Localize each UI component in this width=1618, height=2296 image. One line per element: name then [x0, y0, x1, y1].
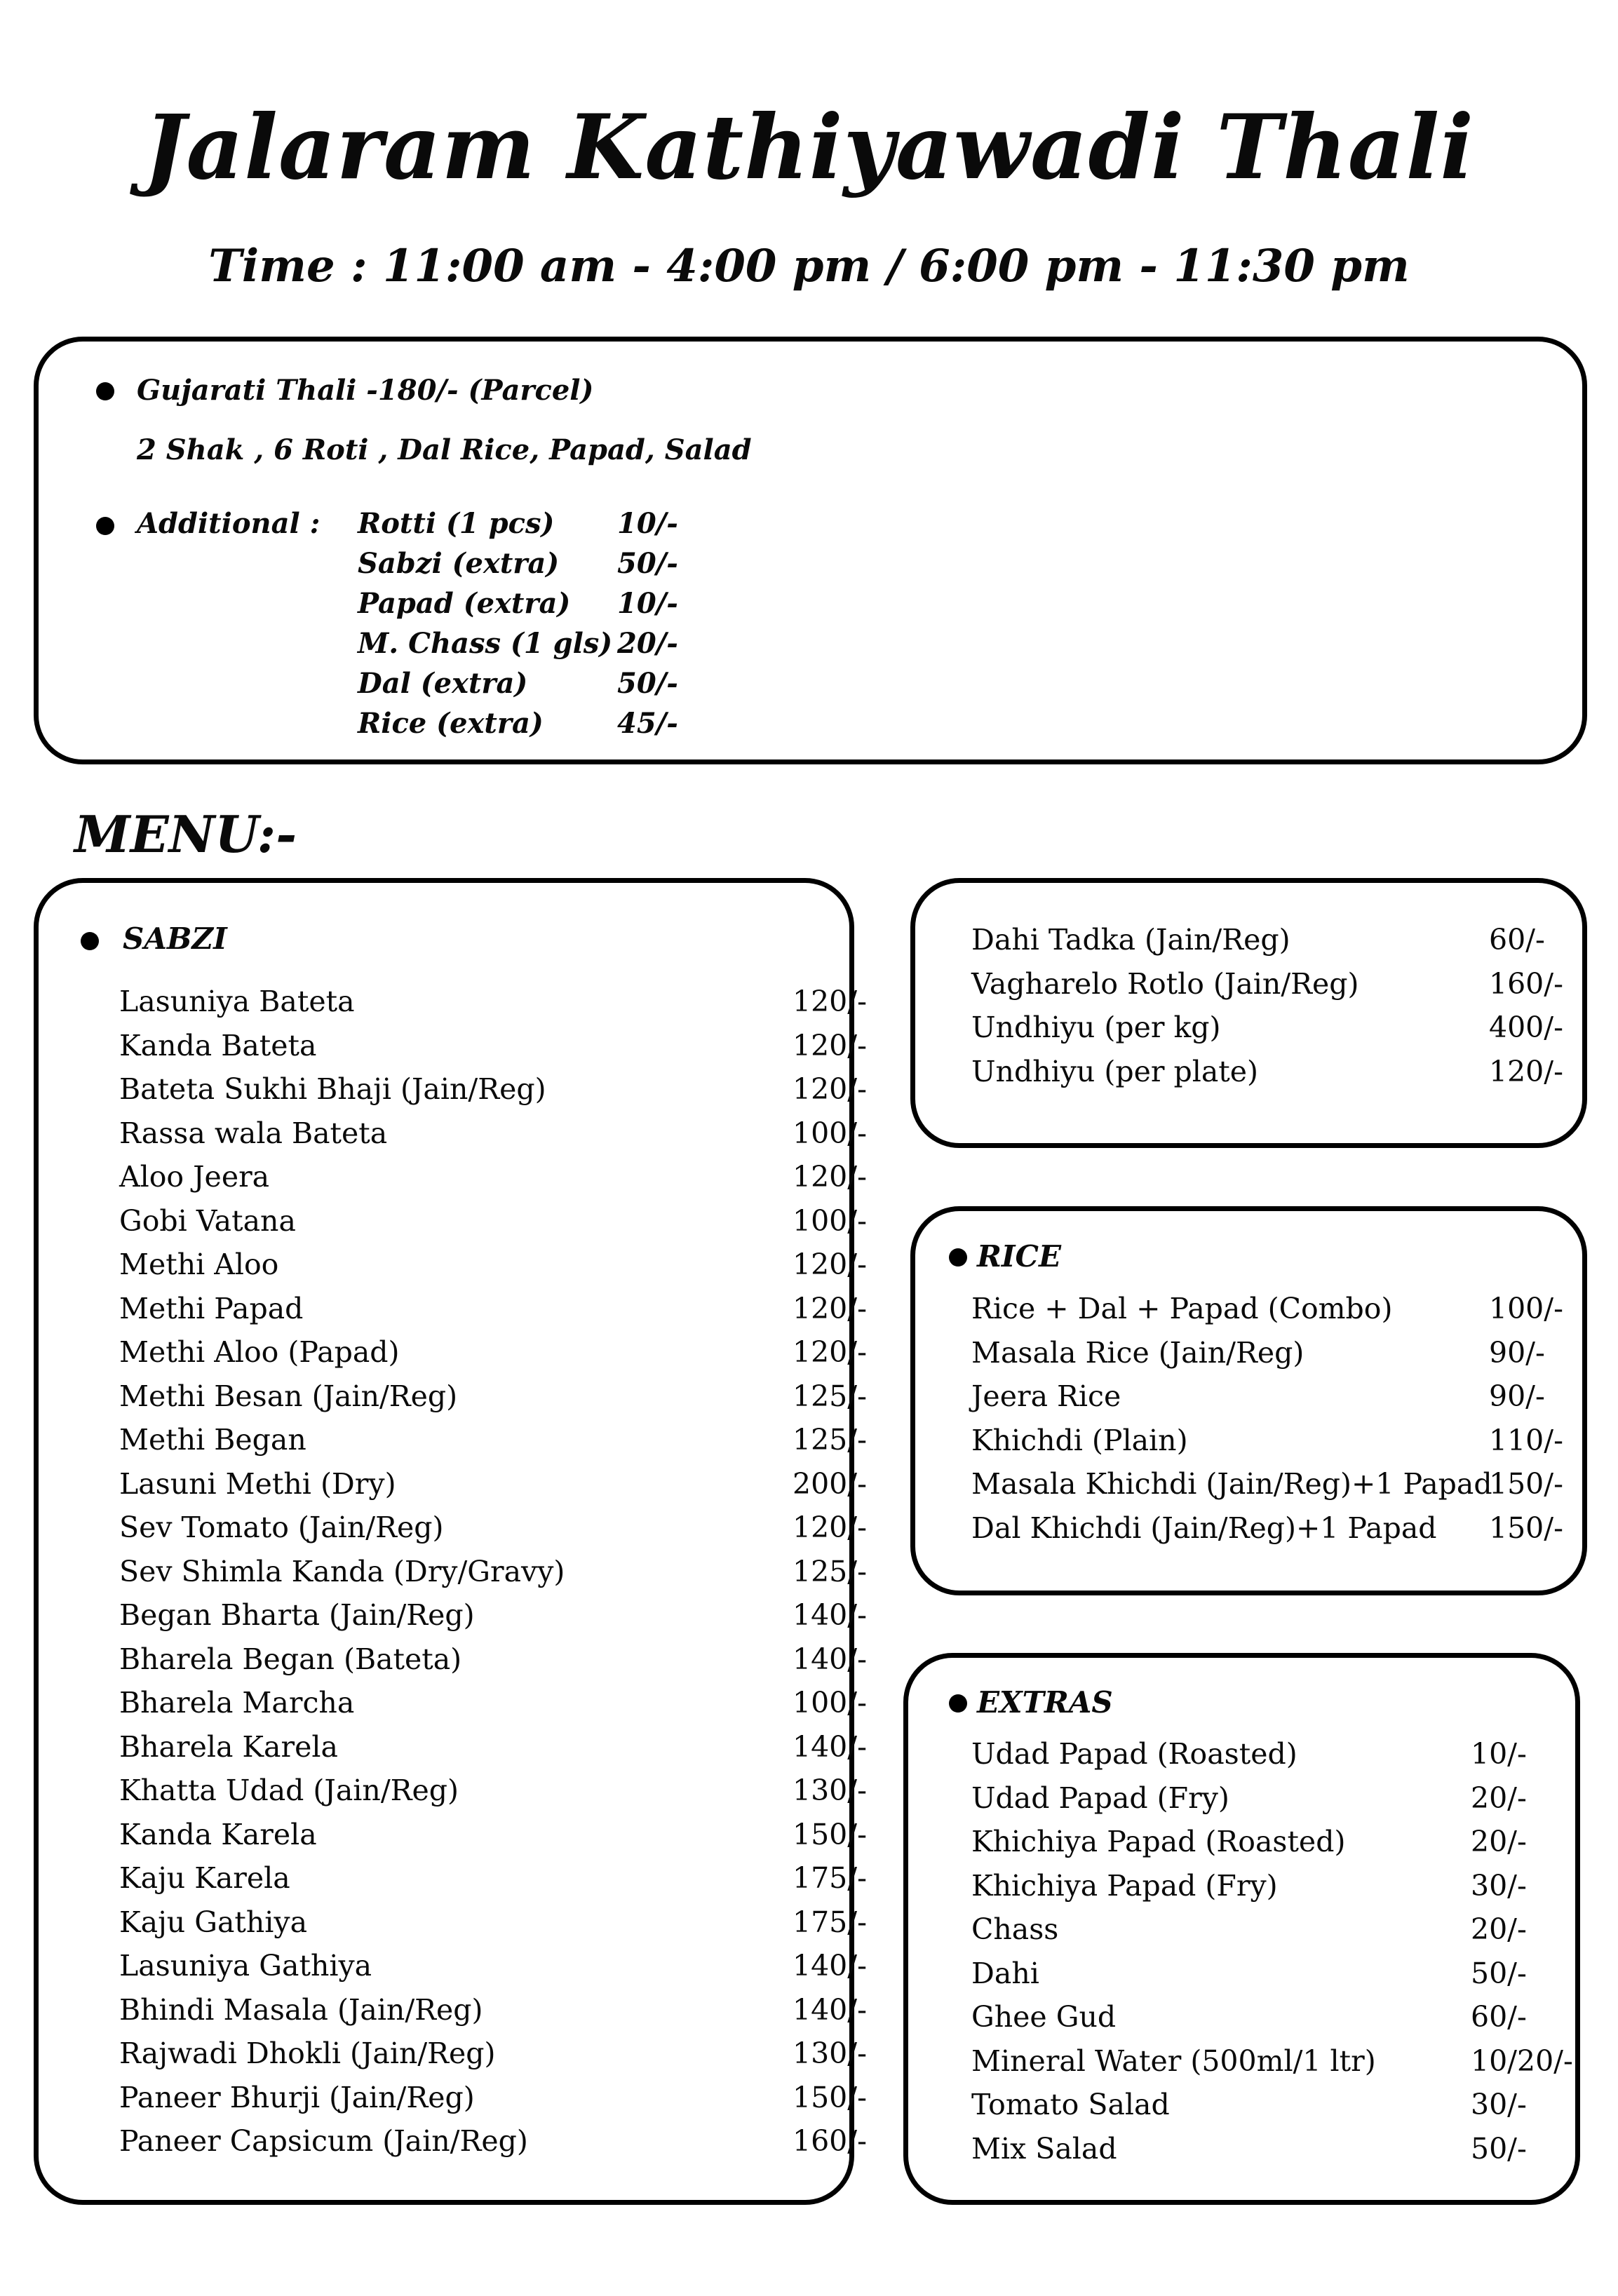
item-price: 50/- — [1471, 2131, 1527, 2166]
item-price: 125/- — [793, 1423, 867, 1457]
list-item — [119, 1902, 867, 1946]
item-price: 150/- — [1489, 1467, 1563, 1501]
item-price: 130/- — [793, 2037, 867, 2070]
list-item — [119, 1814, 867, 1858]
list-item — [119, 1332, 867, 1376]
item-price: 130/- — [793, 1774, 867, 1807]
list-item — [971, 1420, 1568, 1464]
item-name: Chass — [971, 1912, 1059, 1946]
item-price: 120/- — [793, 1028, 867, 1062]
list-item — [119, 1288, 867, 1332]
item-price: 100/- — [793, 1116, 867, 1150]
item-name: Paneer Bhurji (Jain/Reg) — [119, 2080, 475, 2114]
sabzi-panel — [34, 878, 867, 2205]
list-item — [119, 1069, 867, 1113]
additional-item-price: 10/- — [617, 507, 678, 540]
list-item — [971, 2041, 1575, 2085]
item-name: Undhiyu (per plate) — [971, 1054, 1258, 1088]
additional-item — [358, 504, 722, 544]
item-name: Khatta Udad (Jain/Reg) — [119, 1774, 459, 1807]
additional-item-price: 50/- — [617, 667, 678, 700]
additional-label: Additional : — [137, 507, 321, 540]
list-item — [971, 1508, 1568, 1552]
item-price: 100/- — [1489, 1292, 1563, 1325]
item-name: Rice + Dal + Papad (Combo) — [971, 1292, 1393, 1325]
list-item — [119, 981, 867, 1025]
item-price: 20/- — [1471, 1781, 1527, 1815]
list-item — [119, 1201, 867, 1245]
extras-title: EXTRAS — [977, 1685, 1113, 1720]
item-name: Dal Khichdi (Jain/Reg)+1 Papad — [971, 1511, 1437, 1545]
item-name: Tomato Salad — [971, 2088, 1170, 2121]
list-item — [119, 1113, 867, 1157]
list-item — [971, 2128, 1575, 2173]
list-item — [119, 1551, 867, 1595]
item-price: 175/- — [793, 1905, 867, 1939]
list-item — [971, 1051, 1568, 1095]
list-item — [971, 1821, 1575, 1865]
item-name: Rajwadi Dhokli (Jain/Reg) — [119, 2037, 496, 2070]
item-name: Methi Aloo — [119, 1248, 279, 1281]
additional-item-name: Papad (extra) — [358, 587, 571, 620]
additional-item-name: Rotti (1 pcs) — [358, 507, 555, 540]
item-name: Khichdi (Plain) — [971, 1423, 1188, 1457]
list-item — [119, 1770, 867, 1814]
list-item — [119, 1682, 867, 1727]
bullet-icon — [949, 1694, 967, 1713]
item-name: Gobi Vatana — [119, 1203, 296, 1238]
list-item — [971, 1007, 1568, 1051]
list-item — [119, 1990, 867, 2034]
list-item — [119, 2077, 867, 2121]
thali-panel — [34, 337, 1587, 764]
item-name: Undhiyu (per kg) — [971, 1011, 1221, 1044]
list-item — [971, 1376, 1568, 1420]
bullet-icon — [949, 1248, 967, 1267]
additional-item — [358, 664, 722, 704]
item-name: Dahi Tadka (Jain/Reg) — [971, 923, 1290, 957]
thali-title: Gujarati Thali -180/- (Parcel) — [137, 374, 594, 407]
item-name: Mix Salad — [971, 2131, 1117, 2166]
item-price: 100/- — [793, 1686, 867, 1720]
item-name: Dahi — [971, 1956, 1039, 1990]
item-name: Vagharelo Rotlo (Jain/Reg) — [971, 966, 1359, 1001]
additional-item-name: Dal (extra) — [358, 667, 528, 700]
item-name: Mineral Water (500ml/1 ltr) — [971, 2044, 1376, 2078]
bullet-icon — [81, 932, 99, 950]
item-price: 150/- — [793, 2080, 867, 2114]
list-item — [971, 1464, 1568, 1508]
list-item — [119, 1595, 867, 1639]
item-name: Khichiya Papad (Fry) — [971, 1868, 1278, 1903]
additional-item — [358, 584, 722, 624]
item-price: 125/- — [793, 1379, 867, 1413]
list-item — [971, 964, 1568, 1008]
item-name: Lasuniya Gathiya — [119, 1949, 372, 1983]
item-price: 140/- — [793, 1949, 867, 1983]
item-price: 140/- — [793, 1642, 867, 1676]
item-price: 400/- — [1489, 1011, 1563, 1044]
list-item — [971, 1865, 1575, 1910]
item-price: 50/- — [1471, 1956, 1527, 1990]
item-name: Sev Tomato (Jain/Reg) — [119, 1511, 444, 1544]
additional-item — [358, 544, 722, 584]
item-name: Sev Shimla Kanda (Dry/Gravy) — [119, 1554, 565, 1588]
item-name: Kanda Bateta — [119, 1028, 317, 1062]
list-item — [119, 1639, 867, 1683]
item-price: 160/- — [1489, 966, 1563, 1001]
list-item — [119, 1727, 867, 1771]
item-price: 140/- — [793, 1598, 867, 1632]
list-item — [971, 1909, 1575, 1953]
item-name: Methi Besan (Jain/Reg) — [119, 1379, 458, 1413]
item-price: 150/- — [793, 1817, 867, 1851]
item-name: Methi Began — [119, 1423, 306, 1457]
item-name: Bharela Karela — [119, 1729, 338, 1764]
item-price: 30/- — [1471, 1868, 1527, 1903]
item-price: 20/- — [1471, 1912, 1527, 1946]
item-name: Kanda Karela — [119, 1817, 317, 1851]
thali-contents: 2 Shak , 6 Roti , Dal Rice, Papad, Salad — [137, 433, 752, 466]
item-name: Kaju Gathiya — [119, 1905, 308, 1939]
item-name: Bateta Sukhi Bhaji (Jain/Reg) — [119, 1072, 546, 1106]
specials-panel — [910, 878, 1587, 1148]
item-name: Kaju Karela — [119, 1861, 290, 1895]
extras-panel — [903, 1653, 1580, 2205]
rice-panel — [910, 1206, 1587, 1595]
rice-title: RICE — [977, 1239, 1061, 1274]
item-price: 160/- — [793, 2124, 867, 2158]
list-item — [119, 1025, 867, 1069]
list-item — [119, 1464, 867, 1508]
item-name: Ghee Gud — [971, 2000, 1117, 2034]
item-name: Lasuni Methi (Dry) — [119, 1466, 396, 1501]
list-item — [971, 1734, 1575, 1778]
item-name: Rassa wala Bateta — [119, 1116, 388, 1150]
additional-item-name: M. Chass (1 gls) — [358, 627, 613, 660]
item-name: Bharela Marcha — [119, 1686, 355, 1720]
item-price: 30/- — [1471, 2088, 1527, 2121]
item-name: Lasuniya Bateta — [119, 985, 355, 1018]
item-price: 175/- — [793, 1861, 867, 1895]
additional-item-price: 10/- — [617, 587, 678, 620]
list-item — [119, 1419, 867, 1464]
bullet-icon — [96, 517, 114, 535]
item-name: Masala Khichdi (Jain/Reg)+1 Papad — [971, 1467, 1492, 1501]
item-price: 125/- — [793, 1554, 867, 1588]
item-price: 120/- — [793, 1160, 867, 1194]
item-price: 90/- — [1489, 1379, 1545, 1413]
bullet-icon — [96, 382, 114, 400]
item-price: 120/- — [1489, 1054, 1563, 1088]
list-item — [971, 1332, 1568, 1377]
list-item — [971, 1953, 1575, 1997]
list-item — [971, 1778, 1575, 1822]
item-name: Aloo Jeera — [119, 1160, 270, 1194]
item-name: Bhindi Masala (Jain/Reg) — [119, 1992, 483, 2027]
item-price: 120/- — [793, 1291, 867, 1325]
sabzi-title: SABZI — [123, 921, 227, 956]
item-price: 10/- — [1471, 1737, 1527, 1771]
item-name: Methi Aloo (Papad) — [119, 1335, 400, 1369]
list-item — [119, 1244, 867, 1288]
item-price: 120/- — [793, 1248, 867, 1281]
menu-heading: MENU:- — [74, 804, 297, 864]
item-name: Udad Papad (Roasted) — [971, 1737, 1297, 1771]
item-price: 120/- — [793, 1072, 867, 1106]
item-price: 120/- — [793, 1511, 867, 1544]
list-item — [119, 1156, 867, 1201]
opening-hours: Time : 11:00 am - 4:00 pm / 6:00 pm - 11:30 pm — [208, 240, 1410, 292]
list-item — [971, 2084, 1575, 2128]
additional-item-price: 45/- — [617, 707, 678, 740]
list-item — [119, 1376, 867, 1420]
list-item — [119, 1858, 867, 1902]
item-name: Began Bharta (Jain/Reg) — [119, 1598, 475, 1632]
list-item — [971, 1997, 1575, 2041]
additional-item-price: 20/- — [617, 627, 678, 660]
item-name: Paneer Capsicum (Jain/Reg) — [119, 2124, 528, 2158]
item-name: Khichiya Papad (Roasted) — [971, 1825, 1346, 1858]
item-price: 20/- — [1471, 1825, 1527, 1858]
item-price: 100/- — [793, 1203, 867, 1238]
item-price: 150/- — [1489, 1511, 1563, 1545]
list-item — [971, 919, 1568, 964]
item-price: 120/- — [793, 1335, 867, 1369]
item-price: 60/- — [1489, 923, 1545, 957]
item-name: Masala Rice (Jain/Reg) — [971, 1335, 1304, 1370]
list-item — [119, 2033, 867, 2077]
additional-item — [358, 624, 722, 664]
item-name: Bharela Began (Bateta) — [119, 1642, 462, 1676]
list-item — [119, 2121, 867, 2165]
additional-item-price: 50/- — [617, 547, 678, 580]
item-price: 120/- — [793, 985, 867, 1018]
item-price: 110/- — [1489, 1423, 1563, 1457]
list-item — [119, 1945, 867, 1990]
additional-item-name: Rice (extra) — [358, 707, 544, 740]
list-item — [971, 1288, 1568, 1332]
item-price: 140/- — [793, 1992, 867, 2027]
item-name: Udad Papad (Fry) — [971, 1781, 1229, 1815]
item-price: 60/- — [1471, 2000, 1527, 2034]
item-price: 140/- — [793, 1729, 867, 1764]
item-price: 200/- — [793, 1466, 867, 1501]
additional-item-name: Sabzi (extra) — [358, 547, 560, 580]
list-item — [119, 1507, 867, 1551]
item-name: Methi Papad — [119, 1291, 304, 1325]
item-name: Jeera Rice — [971, 1379, 1121, 1413]
additional-item — [358, 704, 722, 744]
item-price: 90/- — [1489, 1335, 1545, 1370]
item-price: 10/20/- — [1471, 2044, 1573, 2078]
restaurant-name: Jalaram Kathiyawadi Thali — [143, 95, 1475, 199]
